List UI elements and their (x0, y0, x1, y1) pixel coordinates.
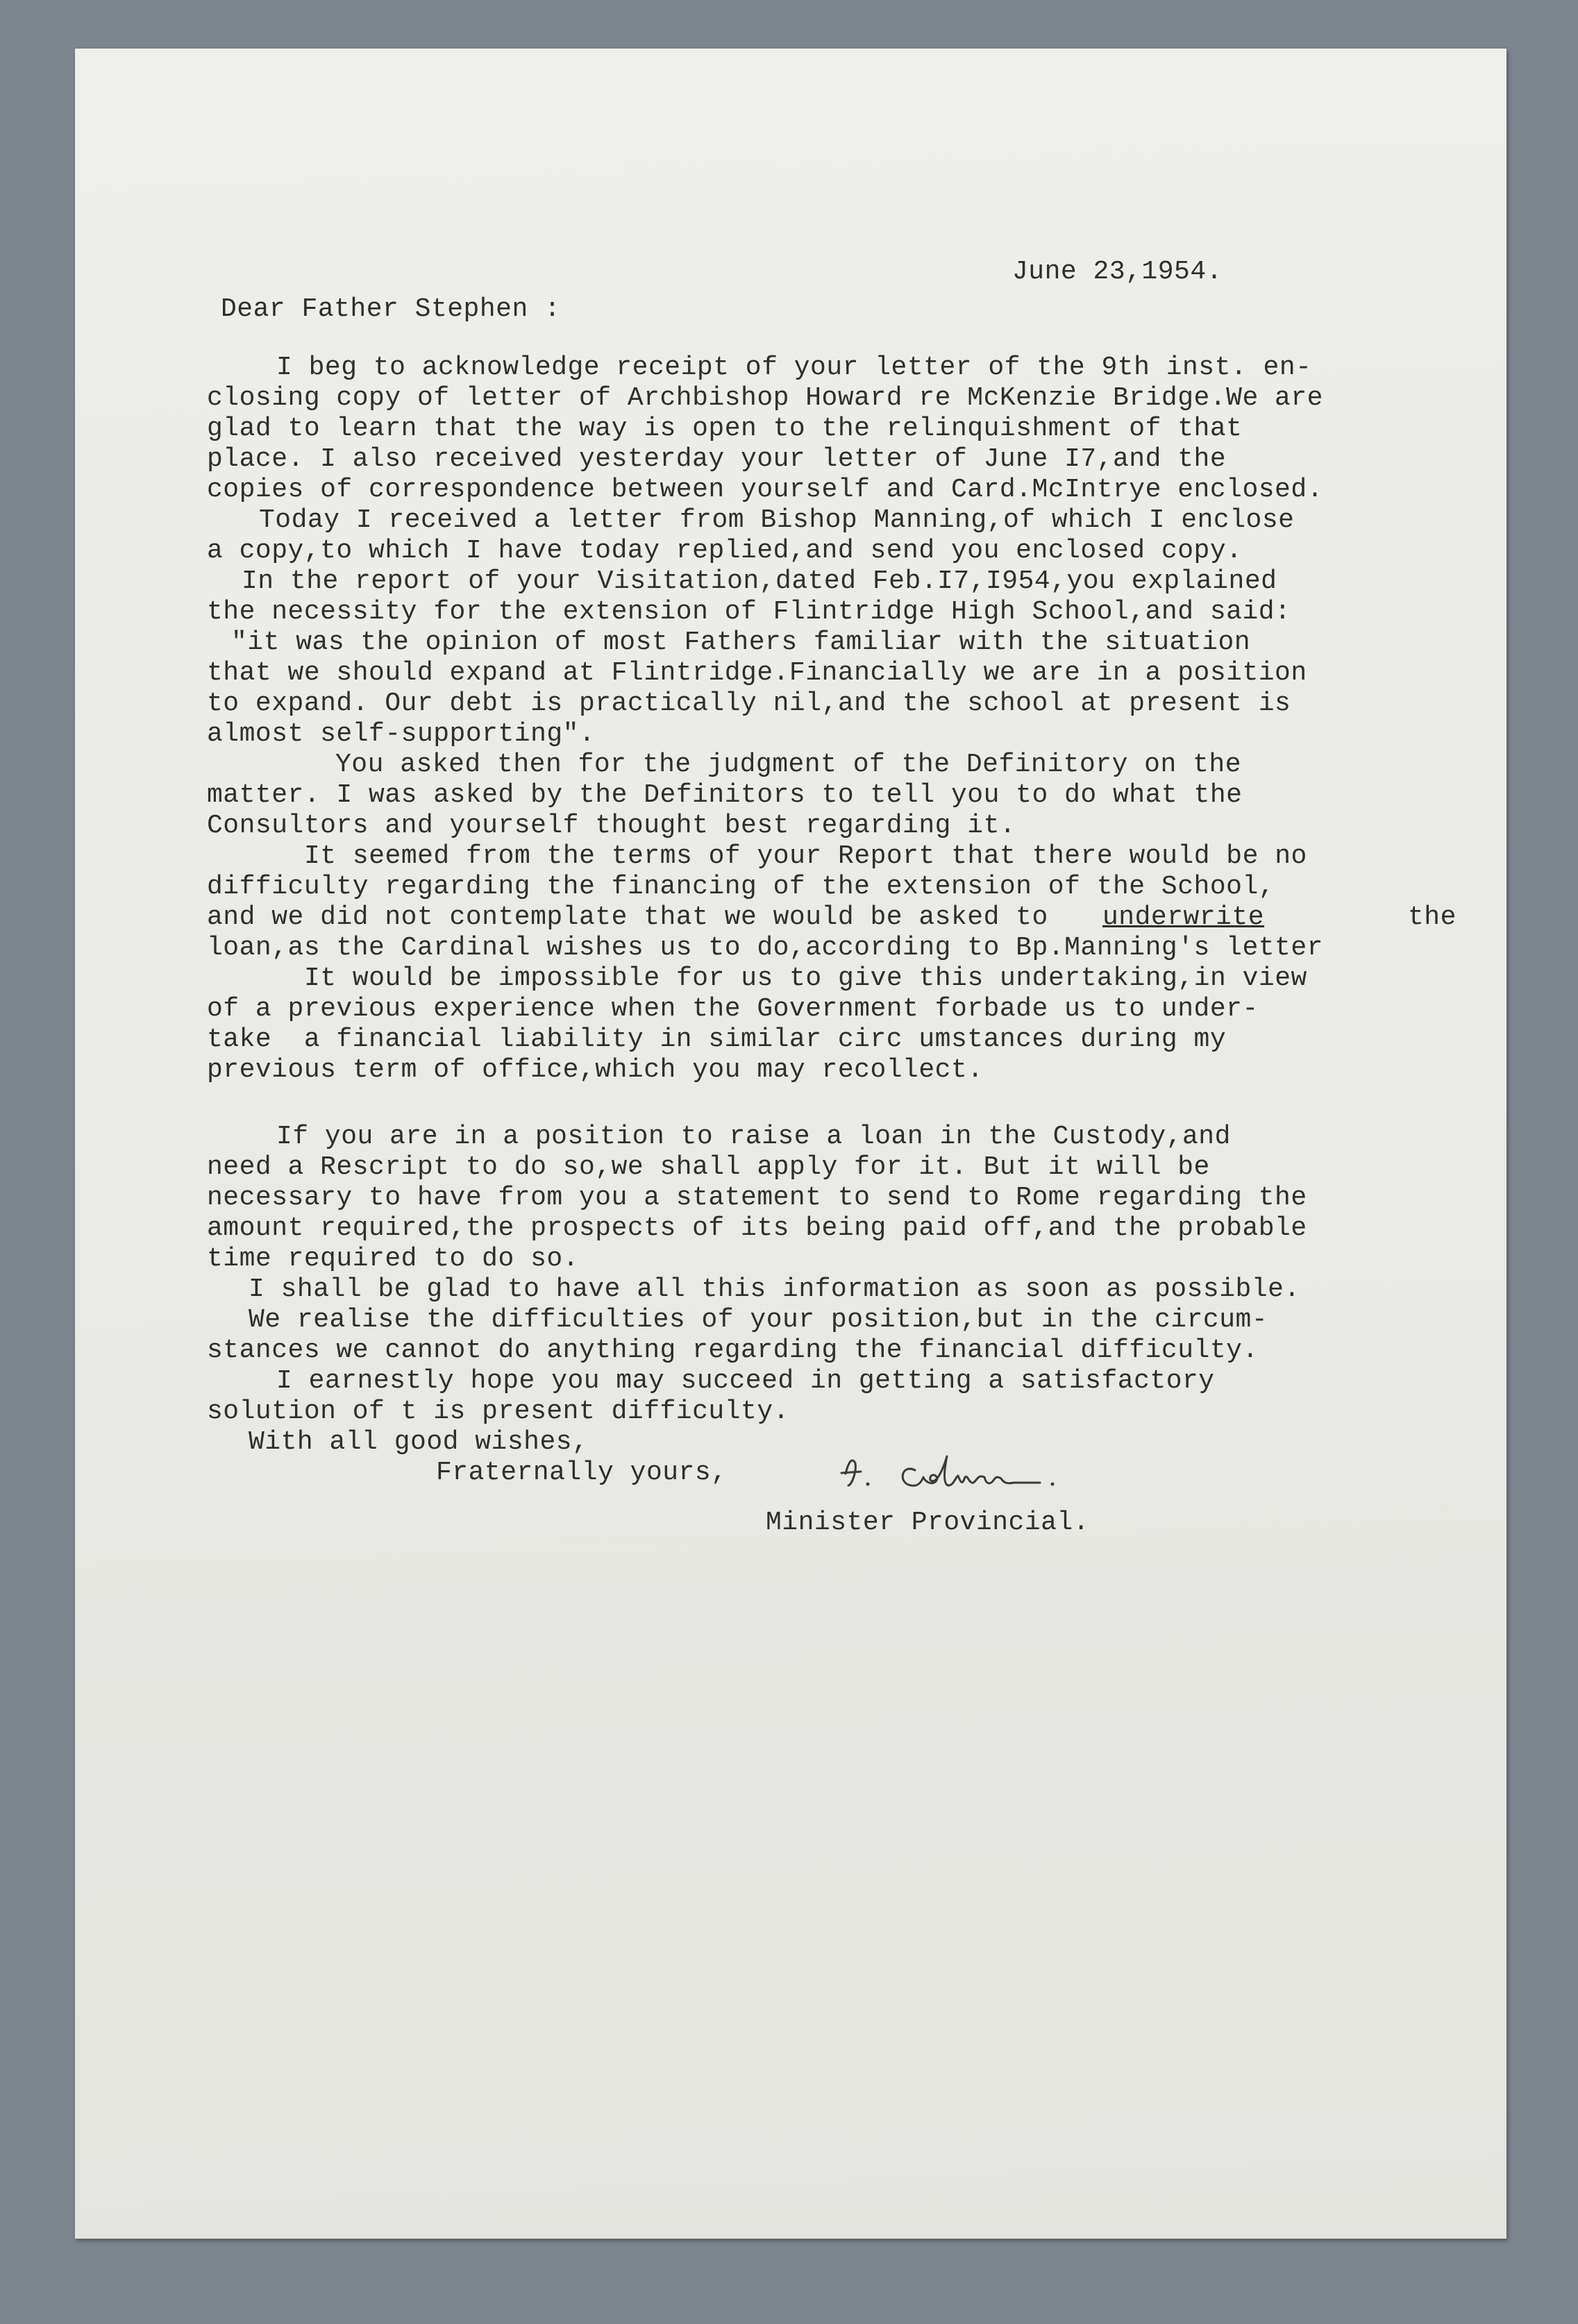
body-line-24: previous term of office,which you may recollect. (207, 1055, 984, 1085)
body-line-6: Today I received a letter from Bishop Manning,of which I enclose (259, 505, 1295, 535)
body-line-22: of a previous experience when the Government forbade us to under- (207, 994, 1259, 1024)
signatory-title: Minister Provincial. (766, 1508, 1090, 1538)
body-line-32: stances we cannot do anything regarding the financial difficulty. (207, 1336, 1259, 1365)
body-line-8: In the report of your Visitation,dated Feb.I7,I954,you explained (242, 566, 1277, 596)
body-line-3: glad to learn that the way is open to the relinquishment of that (207, 414, 1243, 444)
body-line-13: almost self-supporting". (207, 719, 596, 749)
body-line-9: the necessity for the extension of Flintridge High School,and said: (207, 597, 1291, 627)
body-line-26: need a Rescript to do so,we shall apply for it. But it will be (207, 1152, 1210, 1182)
closing-fraternally: Fraternally yours, (436, 1458, 728, 1488)
salutation: Dear Father Stephen : (221, 294, 561, 324)
closing-wishes: With all good wishes, (249, 1427, 589, 1457)
body-line-10: "it was the opinion of most Fathers familiar with the situation (231, 628, 1251, 657)
body-line-19a: and we did not contemplate that we would be asked to (207, 902, 1048, 932)
body-line-21: It would be impossible for us to give this undertaking,in view (304, 963, 1307, 993)
body-line-33: I earnestly hope you may succeed in getting a satisfactory (276, 1366, 1215, 1396)
body-line-12: to expand. Our debt is practically nil,and the school at present is (207, 689, 1291, 718)
letter-date: June 23,1954. (1012, 257, 1223, 287)
body-line-11: that we should expand at Flintridge.Financially we are in a position (207, 658, 1307, 688)
body-line-18: difficulty regarding the financing of the extension of the School, (207, 872, 1275, 902)
body-line-19b: the (1408, 902, 1457, 932)
body-line-23: take a financial liability in similar circ umstances during my (207, 1025, 1227, 1054)
body-line-7: a copy,to which I have today replied,and send you enclosed copy. (207, 536, 1243, 566)
body-line-5: copies of correspondence between yourself and Card.McIntrye enclosed. (207, 475, 1323, 505)
body-line-25: If you are in a position to raise a loan in the Custody,and (276, 1122, 1231, 1152)
body-line-28: amount required,the prospects of its being paid off,and the probable (207, 1213, 1307, 1243)
handwritten-signature (832, 1442, 1123, 1498)
body-line-17: It seemed from the terms of your Report that there would be no (304, 841, 1307, 871)
body-line-1: I beg to acknowledge receipt of your letter of the 9th inst. en- (276, 353, 1312, 382)
body-line-20: loan,as the Cardinal wishes us to do,according to Bp.Manning's letter (207, 933, 1323, 963)
body-line-15: matter. I was asked by the Definitors to tell you to do what the (207, 780, 1243, 810)
body-line-16: Consultors and yourself thought best regarding it. (207, 811, 1016, 841)
letter-page (75, 49, 1506, 2239)
body-line-29: time required to do so. (207, 1244, 579, 1274)
body-line-2: closing copy of letter of Archbishop Howard re McKenzie Bridge.We are (207, 383, 1323, 413)
body-line-30: I shall be glad to have all this information as soon as possible. (249, 1274, 1300, 1304)
body-line-14: You asked then for the judgment of the Definitory on the (335, 750, 1242, 780)
body-line-34: solution of t is present difficulty. (207, 1397, 789, 1426)
body-line-4: place. I also received yesterday your letter of June I7,and the (207, 444, 1227, 474)
letter-body (75, 49, 1506, 2239)
body-line-19-underwrite: underwrite (1102, 902, 1265, 932)
body-line-27: necessary to have from you a statement to send to Rome regarding the (207, 1183, 1307, 1213)
body-line-31: We realise the difficulties of your position,but in the circum- (249, 1305, 1268, 1335)
